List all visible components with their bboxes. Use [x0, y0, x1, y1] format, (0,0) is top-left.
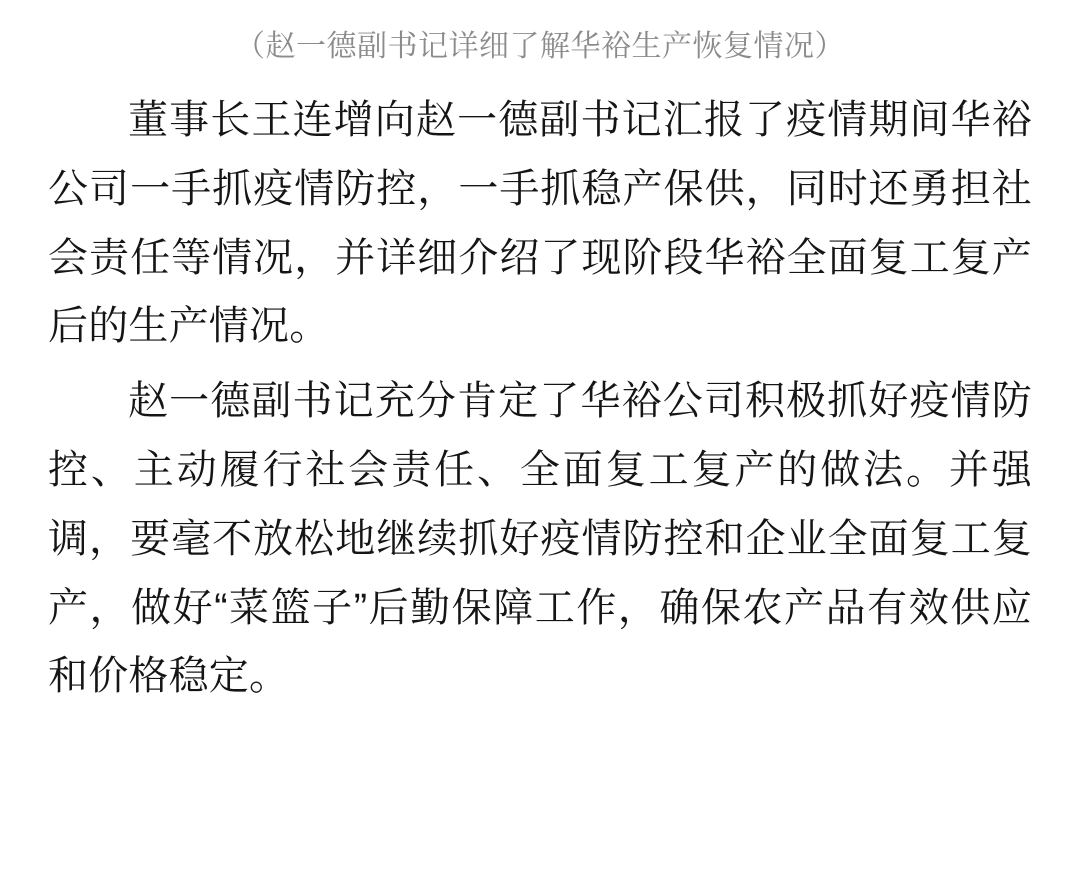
- paragraph-2: 赵一德副书记充分肯定了华裕公司积极抓好疫情防控、主动履行社会责任、全面复工复产的做法。并强调，要毫不放松地继续抓好疫情防控和企业全面复工复产，做好“菜篮子”后勤保障工作，确保农产品有效供应和价格稳定。: [48, 379, 1032, 699]
- paragraph-1: 董事长王连增向赵一德副书记汇报了疫情期间华裕公司一手抓疫情防控，一手抓稳产保供，同时还勇担社会责任等情况，并详细介绍了现阶段华裕全面复工复产后的生产情况。: [48, 98, 1032, 349]
- image-caption: （赵一德副书记详细了解华裕生产恢复情况）: [235, 30, 845, 63]
